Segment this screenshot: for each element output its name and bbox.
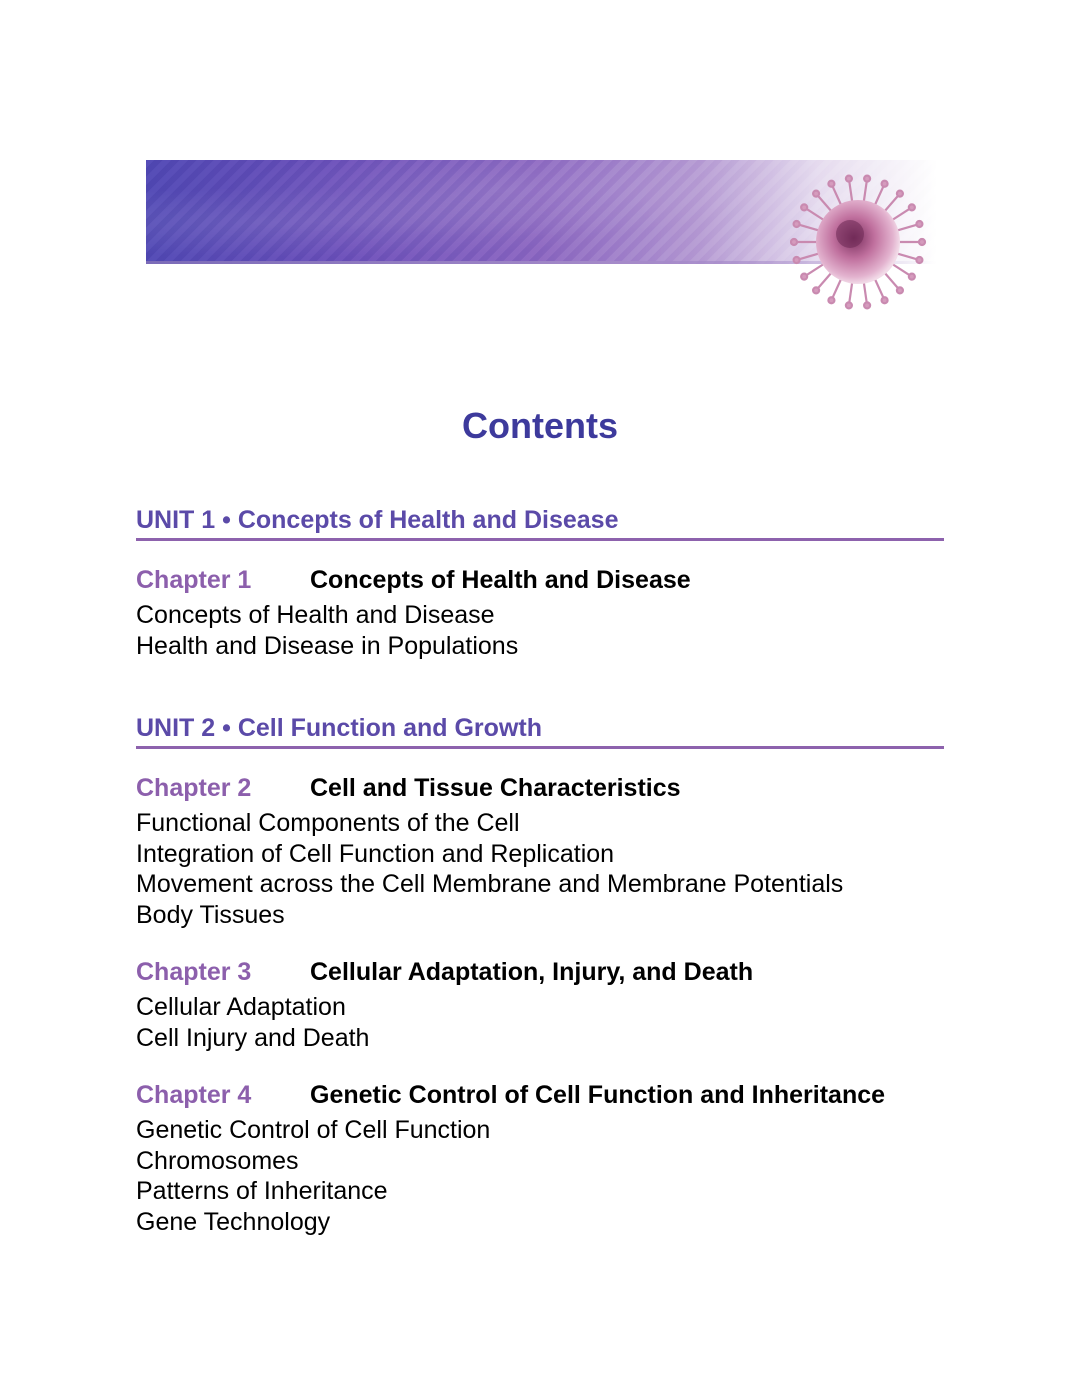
section-item: Chromosomes [136, 1146, 299, 1175]
section-item: Cell Injury and Death [136, 1023, 370, 1052]
chapter-number: Chapter 3 [136, 958, 252, 986]
chapter-title: Cell and Tissue Characteristics [310, 774, 681, 802]
section-item: Integration of Cell Function and Replication [136, 839, 615, 868]
unit-label: UNIT 1 • Concepts of Health and Disease [136, 505, 622, 535]
virus-icon [790, 170, 930, 315]
unit-heading [136, 713, 944, 749]
section-list [136, 992, 369, 1053]
section-item: Gene Technology [136, 1207, 331, 1236]
chapter-title: Concepts of Health and Disease [310, 566, 691, 594]
section-list [136, 808, 843, 930]
section-list [136, 1115, 490, 1237]
chapter-number: Chapter 4 [136, 1081, 252, 1109]
section-item: Concepts of Health and Disease [136, 601, 495, 629]
unit-label: UNIT 2 • Cell Function and Growth [136, 713, 546, 743]
section-item: Cellular Adaptation [136, 993, 346, 1021]
chapter-title: Cellular Adaptation, Injury, and Death [310, 958, 754, 986]
section-list [136, 600, 518, 661]
section-item: Genetic Control of Cell Function [136, 1116, 491, 1144]
section-item: Patterns of Inheritance [136, 1177, 388, 1205]
page-title: Contents [462, 405, 618, 446]
section-item: Health and Disease in Populations [136, 631, 519, 660]
chapter-number: Chapter 1 [136, 566, 252, 594]
section-item: Body Tissues [136, 900, 285, 929]
section-item: Movement across the Cell Membrane and Membrane Potentials [136, 870, 844, 898]
chapter-title: Genetic Control of Cell Function and Inheritance [310, 1081, 886, 1109]
unit-heading [136, 505, 944, 541]
section-item: Functional Components of the Cell [136, 809, 520, 837]
chapter-number: Chapter 2 [136, 774, 252, 802]
